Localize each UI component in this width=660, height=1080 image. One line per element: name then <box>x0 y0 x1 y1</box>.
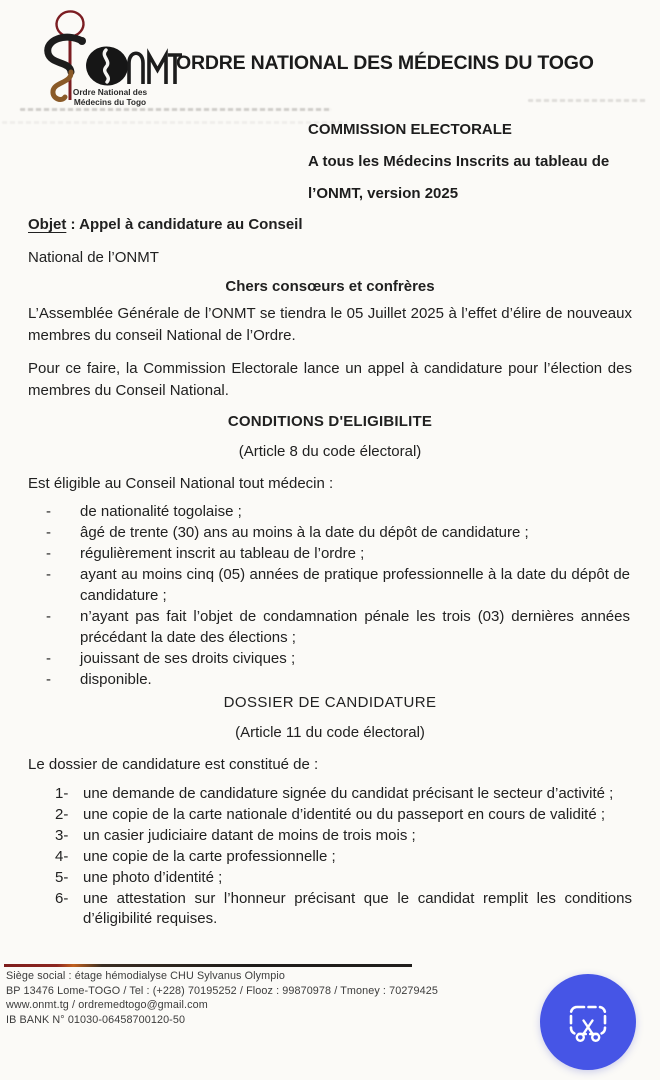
dossier-list <box>55 784 632 930</box>
subject-line2: National de l’ONMT <box>28 249 159 266</box>
commission-heading <box>308 114 658 210</box>
snake-body-icon <box>48 37 82 72</box>
numbered-item: 3- un casier judiciaire datant de moins de trois mois ; <box>55 827 416 844</box>
bullet-dash: - <box>46 545 51 562</box>
recipient-line1: A tous les Médecins Inscrits au tableau de <box>308 153 610 170</box>
bullet-dash: - <box>46 524 51 541</box>
tiny-print-line <box>2 121 347 124</box>
logo-caption-line2: Médecins du Togo <box>73 97 147 107</box>
bullet-item: - régulièrement inscrit au tableau de l’ordre ; <box>46 545 365 562</box>
item-number: 3- <box>55 827 69 844</box>
numbered-item: 4- une copie de la carte professionnelle ; <box>55 848 336 865</box>
dossier-intro: Le dossier de candidature est constitué de : <box>28 756 319 773</box>
commission-line1: COMMISSION ELECTORALE <box>308 121 512 138</box>
crop-scissors-icon <box>564 998 612 1046</box>
footer-divider <box>4 964 412 967</box>
numbered-item: 2- une copie de la carte nationale d’identité ou du passeport en cours de validité ; <box>55 806 606 823</box>
section-title-dossier: DOSSIER DE CANDIDATURE <box>223 694 437 711</box>
item-number: 1- <box>55 785 69 802</box>
numbered-item: 5- une photo d’identité ; <box>55 869 223 886</box>
recipient-line2: l’ONMT, version 2025 <box>308 185 459 202</box>
section-title-eligibility: CONDITIONS D'ELIGIBILITE <box>227 413 433 430</box>
logo-caption-line1: Ordre National des <box>72 87 148 97</box>
subject-label: Objet <box>28 216 67 233</box>
bullet-dash: - <box>46 566 51 583</box>
bullet-item: - de nationalité togolaise ; <box>46 503 242 520</box>
subject-text: : Appel à candidature au Conseil <box>66 216 303 233</box>
subject-line <box>28 215 648 235</box>
section-subtitle-dossier: (Article 11 du code électoral) <box>235 724 425 741</box>
tiny-print-line <box>20 108 332 111</box>
onmt-logo <box>12 6 182 108</box>
bullet-dash: - <box>46 503 51 520</box>
salutation: Chers consœurs et confrères <box>225 278 435 295</box>
section-subtitle-eligibility: (Article 8 du code électoral) <box>238 443 422 460</box>
bullet-dash: - <box>46 608 51 625</box>
paragraph-2: Pour ce faire, la Commission Electorale lance un appel à candidature pour l’élection des membres du Conseil National. <box>28 360 632 399</box>
paragraph-1: L’Assemblée Générale de l’ONMT se tiendra le 05 Juillet 2025 à l’effet d’élire de nouveaux membres du conseil National de l’Ordre. <box>28 305 632 344</box>
bullet-dash: - <box>46 671 51 688</box>
snake-tail-icon <box>53 72 71 99</box>
bullet-item: - disponible. <box>46 671 152 688</box>
footer-line3: www.onmt.tg / ordremedtogo@gmail.com <box>6 999 208 1011</box>
eligibility-intro: Est éligible au Conseil National tout médecin : <box>28 475 334 492</box>
item-number: 2- <box>55 806 69 823</box>
bullet-item: - n’ayant pas fait l’objet de condamnation pénale les trois (03) dernières années précédant la date des élections ; <box>46 608 630 646</box>
logo-letters-nmt <box>129 53 182 84</box>
bullet-item: - ayant au moins cinq (05) années de pratique professionnelle à la date du dépôt de candidature ; <box>46 566 630 604</box>
subject-block <box>28 215 648 268</box>
footer-address <box>6 969 566 1027</box>
bullet-item: - jouissant de ses droits civiques ; <box>46 650 296 667</box>
footer-line4: IB BANK N° 01030-06458700120-50 <box>6 1013 186 1026</box>
document-title: ORDRE NATIONAL DES MÉDECINS DU TOGO <box>176 52 594 74</box>
numbered-item: 1- une demande de candidature signée du candidat précisant le secteur d’activité ; <box>55 785 614 802</box>
crop-screenshot-button[interactable] <box>540 974 636 1070</box>
bullet-item: - âgé de trente (30) ans au moins à la date du dépôt de candidature ; <box>46 524 529 541</box>
bullet-dash: - <box>46 650 51 667</box>
eligibility-list <box>46 501 632 690</box>
item-number: 6- <box>55 890 69 907</box>
footer-line2: BP 13476 Lome-TOGO / Tel : (+228) 70195252 / Flooz : 99870978 / Tmoney : 70279425 <box>6 984 438 997</box>
item-number: 5- <box>55 869 69 886</box>
item-number: 4- <box>55 848 69 865</box>
footer-line1: Siège social : étage hémodialyse CHU Sylvanus Olympio <box>6 970 285 982</box>
numbered-item: 6- une attestation sur l’honneur précisant que le candidat remplit les conditions d’éligibilité requises. <box>55 890 632 927</box>
tiny-print-line <box>528 99 646 102</box>
